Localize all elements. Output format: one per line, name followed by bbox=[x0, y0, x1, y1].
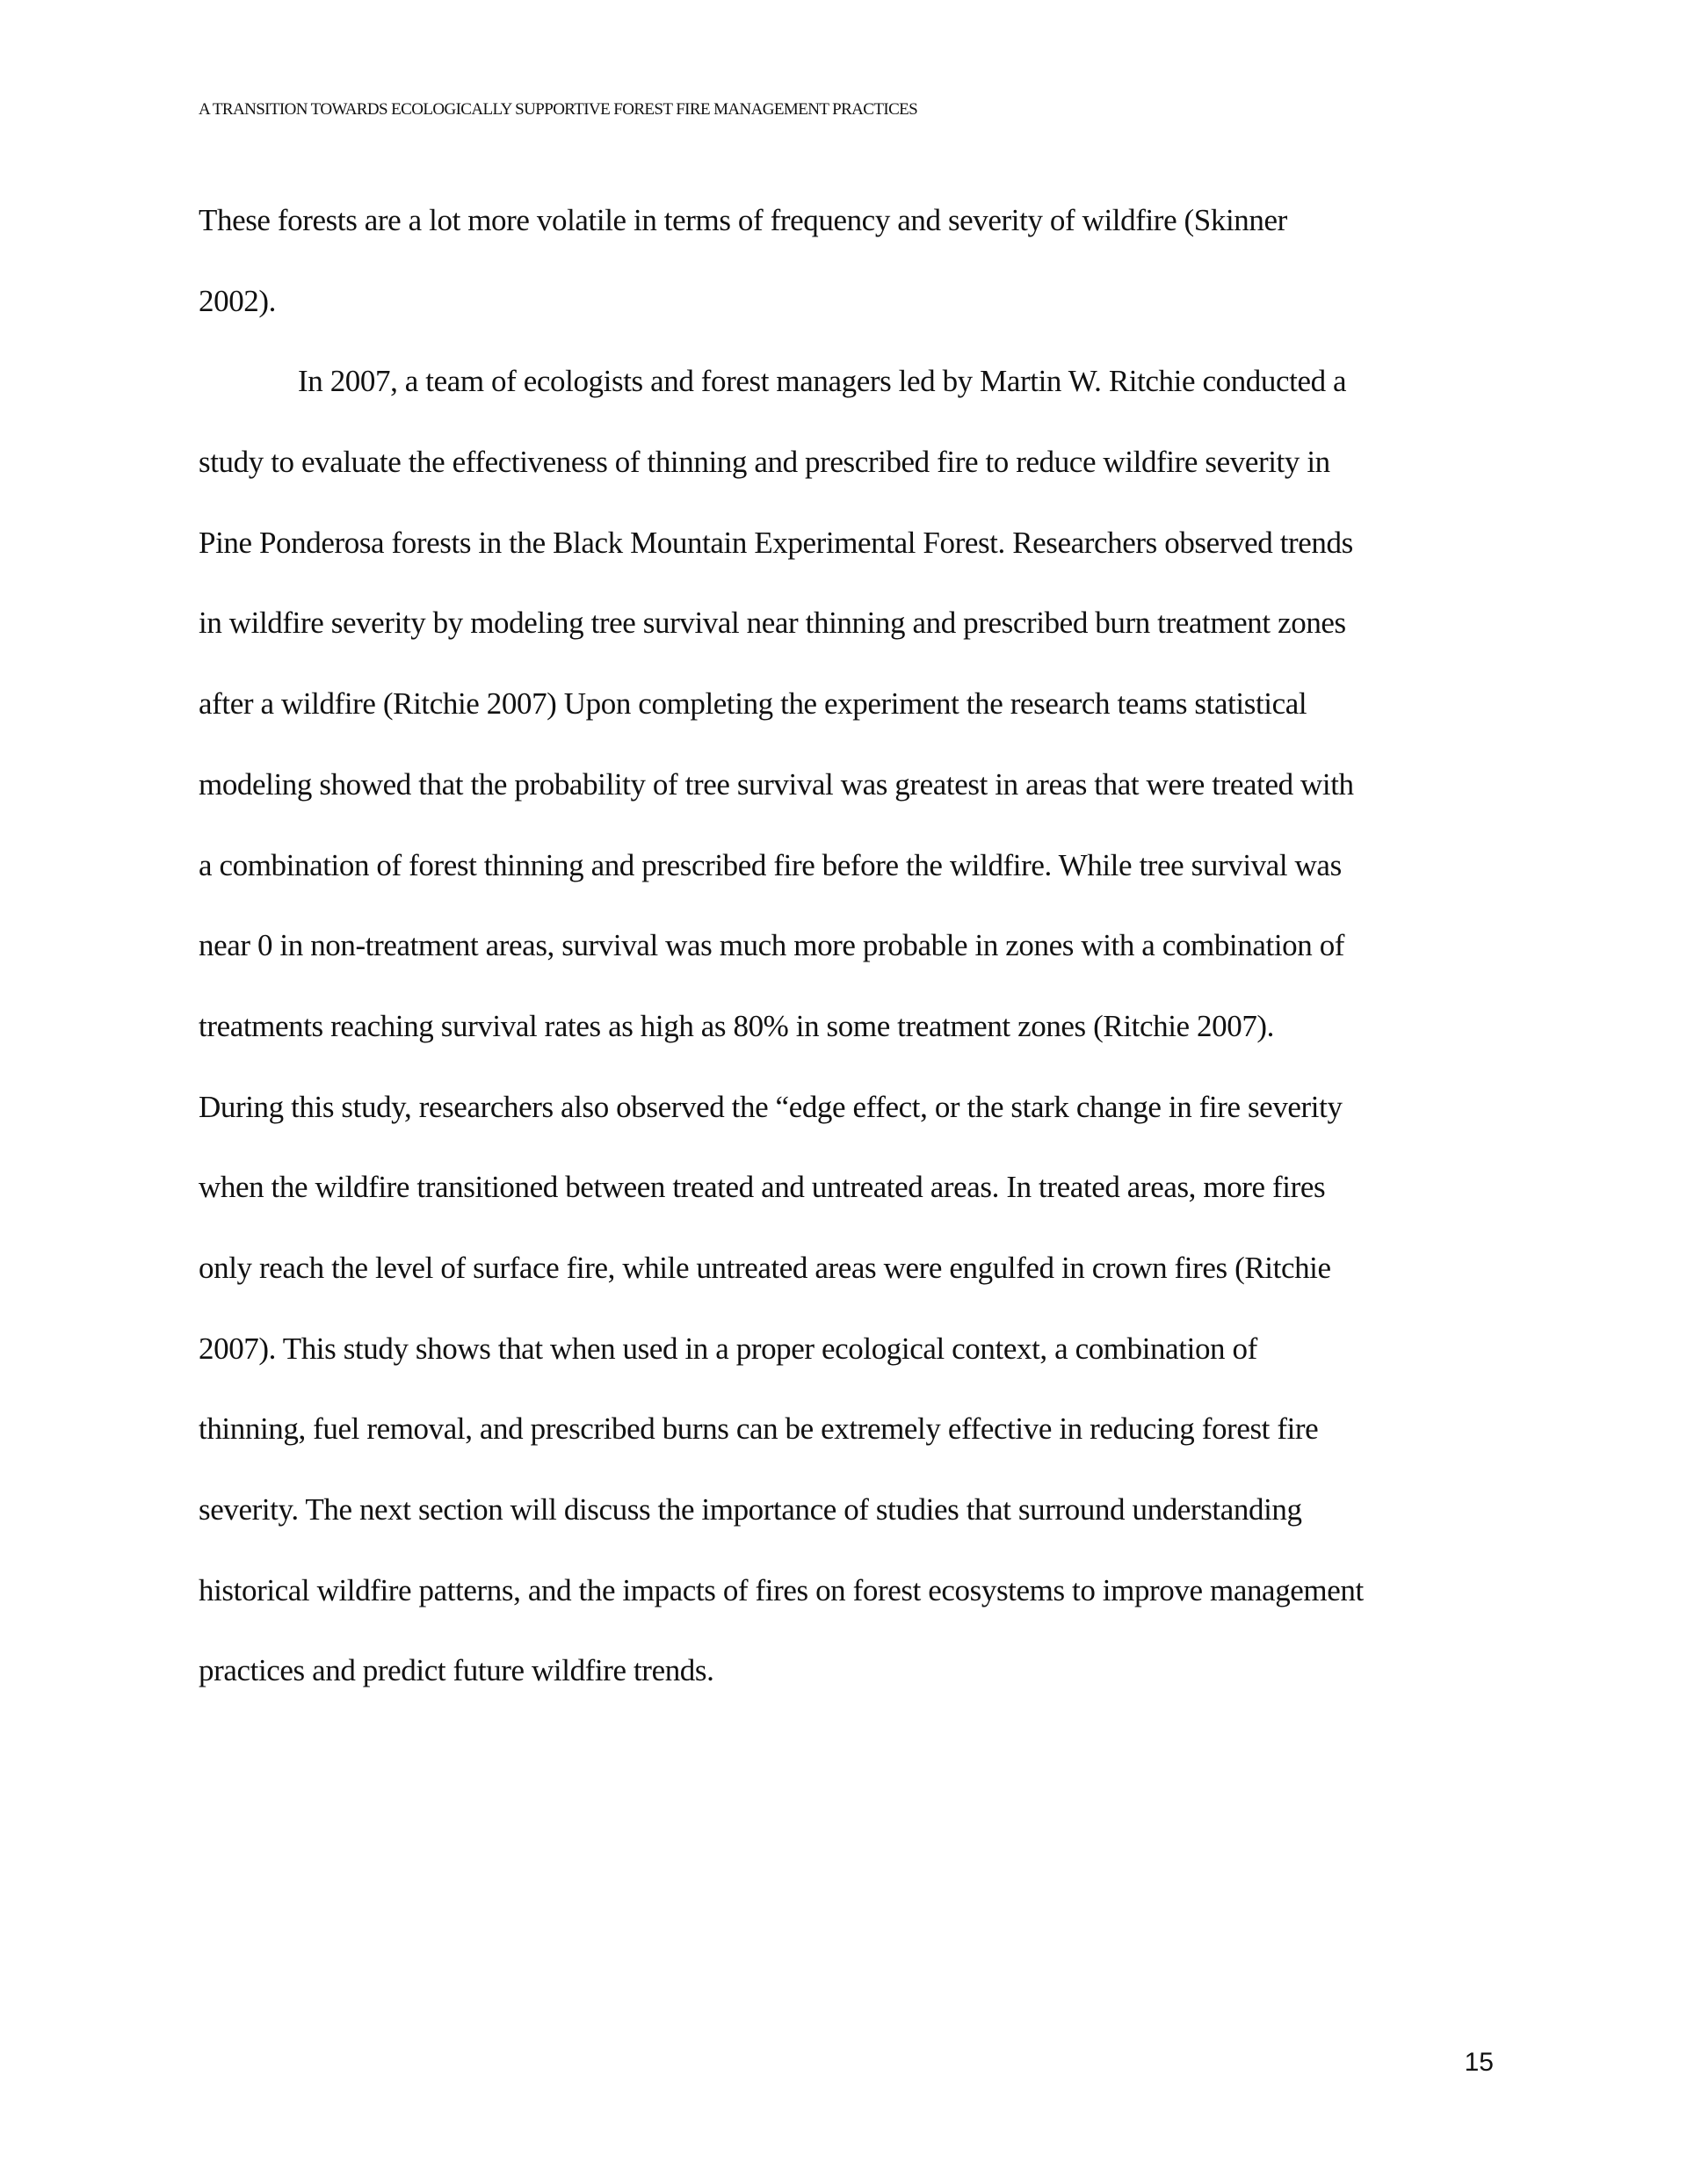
text-line: when the wildfire transitioned between treated and untreated areas. In treated areas, more fires bbox=[199, 1170, 1326, 1205]
text-line: a combination of forest thinning and prescribed fire before the wildfire. While tree survival was bbox=[199, 847, 1342, 882]
page-number: 15 bbox=[1464, 2048, 1494, 2077]
text-line: practices and predict future wildfire trends. bbox=[199, 1653, 714, 1688]
text-line: after a wildfire (Ritchie 2007) Upon completing the experiment the research teams statistical bbox=[199, 686, 1307, 722]
text-line: These forests are a lot more volatile in terms of frequency and severity of wildfire (Skinner bbox=[199, 203, 1287, 237]
text-line: in wildfire severity by modeling tree survival near thinning and prescribed burn treatment zones bbox=[199, 606, 1346, 641]
text-line: study to evaluate the effectiveness of thinning and prescribed fire to reduce wildfire severity in bbox=[199, 445, 1330, 480]
text-line: During this study, researchers also observed the “edge effect, or the stark change in fire severity bbox=[199, 1089, 1343, 1124]
text-line: severity. The next section will discuss the importance of studies that surround understanding bbox=[199, 1492, 1302, 1527]
text-line: thinning, fuel removal, and prescribed burns can be extremely effective in reducing forest fire bbox=[199, 1411, 1319, 1447]
running-header: A TRANSITION TOWARDS ECOLOGICALLY SUPPORTIVE FOREST FIRE MANAGEMENT PRACTICES bbox=[199, 100, 918, 119]
text-line: historical wildfire patterns, and the impacts of fires on forest ecosystems to improve management bbox=[199, 1572, 1364, 1607]
text-line: Pine Ponderosa forests in the Black Mountain Experimental Forest. Researchers observed trends bbox=[199, 525, 1353, 560]
text-line: only reach the level of surface fire, while untreated areas were engulfed in crown fires (Ritchie bbox=[199, 1250, 1331, 1285]
text-line: 2002). bbox=[199, 283, 277, 318]
text-line: modeling showed that the probability of tree survival was greatest in areas that were treated with bbox=[199, 766, 1354, 802]
text-line: near 0 in non-treatment areas, survival was much more probable in zones with a combination of bbox=[199, 928, 1345, 963]
paragraph-first-line: In 2007, a team of ecologists and forest managers led by Martin W. Ritchie conducted a bbox=[298, 364, 1347, 399]
text-line: treatments reaching survival rates as high as 80% in some treatment zones (Ritchie 2007). bbox=[199, 1008, 1275, 1043]
body-text bbox=[199, 180, 1364, 1711]
text-line: 2007). This study shows that when used in a proper ecological context, a combination of bbox=[199, 1331, 1257, 1366]
